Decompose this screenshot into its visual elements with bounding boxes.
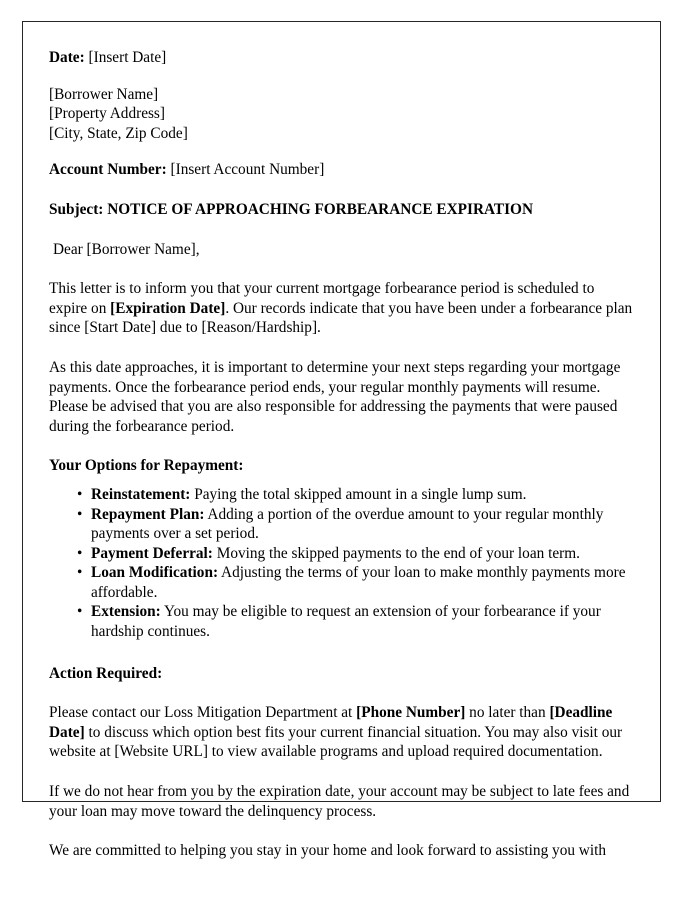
option-term: Repayment Plan: <box>91 505 205 523</box>
document-body <box>23 22 660 861</box>
spacer <box>49 338 636 358</box>
option-description: Paying the total skipped amount in a single lump sum. <box>190 485 527 503</box>
option-term: Extension: <box>91 603 161 621</box>
action-required-heading: Action Required: <box>49 664 163 682</box>
paragraph-3-part-2: no later than <box>465 704 550 722</box>
phone-number-placeholder: [Phone Number] <box>356 704 466 722</box>
deadline-date-placeholder: [Deadline Date] <box>49 704 613 741</box>
paragraph-3-part-3: to discuss which option best fits your current financial situation. You may also visit our website at [Website URL] to view available programs and upload required documentation. <box>49 723 623 761</box>
salutation: Dear [Borrower Name], <box>53 240 200 258</box>
paragraph-3-part-1: Please contact our Loss Mitigation Department at <box>49 704 357 722</box>
list-item <box>91 485 636 505</box>
paragraph-1-part-2: . Our records indicate that you have been under a forbearance plan since [Start Date] due to [Reason/Hardship]. <box>49 299 633 337</box>
account-number-value: [Insert Account Number] <box>170 161 325 179</box>
account-number-label: Account Number: <box>49 161 167 179</box>
option-description: You may be eligible to request an extension of your forbearance if your hardship continues. <box>91 603 601 641</box>
subject-label: Subject: <box>49 200 104 218</box>
list-item <box>91 505 636 544</box>
list-item <box>91 602 636 641</box>
date-value: [Insert Date] <box>88 49 167 66</box>
list-item <box>91 563 636 602</box>
spacer <box>49 762 636 782</box>
paragraph-next-steps: As this date approaches, it is important to determine your next steps regarding your mortgage payments. Once the forbearance period ends, your regular monthly payments will resume. Please be advised that you are also responsible for addressing the payments that were paused during the forbearance period. <box>49 358 621 435</box>
date-line <box>49 48 636 68</box>
subject-line <box>49 200 636 220</box>
spacer <box>49 642 636 664</box>
spacer <box>49 143 636 160</box>
option-description: Moving the skipped payments to the end of your loan term. <box>212 544 580 562</box>
document-page <box>22 21 661 860</box>
paragraph-closing-truncated: We are committed to helping you stay in your home and look forward to assisting you with <box>49 842 607 860</box>
repayment-options-list <box>49 485 636 642</box>
recipient-name-line: [Borrower Name] <box>49 85 159 103</box>
paragraph-1-part-1: This letter is to inform you that your current mortgage forbearance period is scheduled to expire on <box>49 280 595 317</box>
expiration-date-placeholder: [Expiration Date] <box>110 299 226 317</box>
paragraph-expiration-notice <box>49 279 636 338</box>
paragraph-action-required <box>49 703 636 762</box>
list-item <box>91 544 636 564</box>
spacer <box>49 180 636 200</box>
option-description: Adjusting the terms of your loan to make monthly payments more affordable. <box>91 564 626 601</box>
paragraph-delinquency-warning: If we do not hear from you by the expiration date, your account may be subject to late fees and your loan may move toward the delinquency process. <box>49 783 630 820</box>
subject-value: NOTICE OF APPROACHING FORBEARANCE EXPIRATION <box>107 200 534 218</box>
options-heading: Your Options for Repayment: <box>49 457 244 475</box>
option-term: Loan Modification: <box>91 564 219 582</box>
recipient-address-line: [Property Address] <box>49 105 165 123</box>
spacer <box>49 259 636 279</box>
option-description: Adding a portion of the overdue amount to your regular monthly payments over a set period. <box>91 505 604 543</box>
spacer <box>49 68 636 85</box>
account-number-line <box>49 160 636 180</box>
spacer <box>49 220 636 240</box>
spacer <box>49 683 636 703</box>
option-term: Reinstatement: <box>91 485 191 503</box>
option-term: Payment Deferral: <box>91 544 213 562</box>
date-label: Date: <box>49 49 85 66</box>
spacer <box>49 821 636 841</box>
recipient-city-line: [City, State, Zip Code] <box>49 124 188 142</box>
spacer <box>49 436 636 456</box>
